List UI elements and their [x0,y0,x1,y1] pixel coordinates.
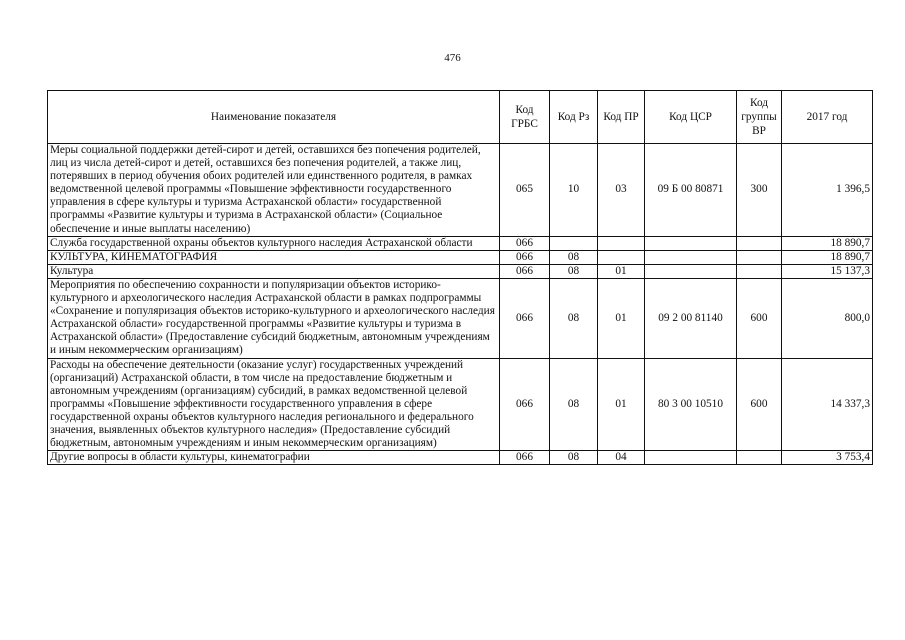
cell-name: Мероприятия по обеспечению сохранности и популяризации объектов историко-культурного и археологического наследия Астраханской области в рамках подпрограммы «Сохранение и популяризация объектов историко-культурного и археологического наследия Астраханской области» государственной программы «Развитие культуры и туризма в Астраханской области» (Предоставление субсидий бюджетным, автономным учреждениям и иным некоммерческим организациям) [48,278,500,358]
cell-pr [598,236,645,250]
table-row [48,144,873,237]
cell-csr: 80 3 00 10510 [645,358,737,451]
cell-name: Культура [48,264,500,278]
cell-csr [645,250,737,264]
cell-pr: 03 [598,144,645,237]
cell-csr: 09 2 00 81140 [645,278,737,358]
header-vr: Код группы ВР [737,91,782,144]
cell-amount: 15 137,3 [782,264,873,278]
cell-amount: 1 396,5 [782,144,873,237]
cell-amount: 3 753,4 [782,451,873,465]
cell-amount: 14 337,3 [782,358,873,451]
cell-name: Служба государственной охраны объектов культурного наследия Астраханской области [48,236,500,250]
cell-rz: 08 [550,278,598,358]
cell-grbs: 065 [500,144,550,237]
cell-name: Меры социальной поддержки детей-сирот и детей, оставшихся без попечения родителей, лиц из числа детей-сирот и детей, оставшихся без попечения родителей, а также лиц, потерявших в период обучения обоих родителей или единственного родителя, в рамках ведомственной целевой программы «Повышение эффективности государственного управления в сфере культуры и туризма Астраханской области» государственной программы «Развитие культуры и туризма в Астраханской области» (Социальное обеспечение и иные выплаты населению) [48,144,500,237]
cell-vr: 300 [737,144,782,237]
cell-rz: 08 [550,451,598,465]
cell-pr: 01 [598,358,645,451]
cell-grbs: 066 [500,264,550,278]
cell-grbs: 066 [500,278,550,358]
cell-amount: 18 890,7 [782,250,873,264]
cell-grbs: 066 [500,451,550,465]
cell-csr: 09 Б 00 80871 [645,144,737,237]
cell-csr [645,236,737,250]
cell-vr [737,250,782,264]
cell-grbs: 066 [500,250,550,264]
cell-amount: 18 890,7 [782,236,873,250]
table-row [48,264,873,278]
cell-pr: 01 [598,278,645,358]
header-name: Наименование показателя [48,91,500,144]
cell-rz: 08 [550,264,598,278]
cell-amount: 800,0 [782,278,873,358]
page-number: 476 [444,52,461,64]
cell-grbs: 066 [500,236,550,250]
header-grbs: Код ГРБС [500,91,550,144]
budget-table [47,90,873,465]
cell-name: Расходы на обеспечение деятельности (оказание услуг) государственных учреждений (организаций) Астраханской области, в том числе на предоставление бюджетным и автономным учреждениям (организациям) субсидий, в рамках ведомственной целевой программы «Повышение эффективности государственного управления в сфере государственной охраны объектов культурного наследия регионального и федерального значения, выявленных объектов культурного наследия» (Предоставление субсидий бюджетным, автономным учреждениям и иным некоммерческим организациям) [48,358,500,451]
cell-vr [737,451,782,465]
header-row [48,91,873,144]
cell-name: КУЛЬТУРА, КИНЕМАТОГРАФИЯ [48,250,500,264]
table-row [48,236,873,250]
cell-rz [550,236,598,250]
cell-pr [598,250,645,264]
cell-vr [737,236,782,250]
cell-csr [645,264,737,278]
cell-vr [737,264,782,278]
cell-rz: 08 [550,358,598,451]
header-rz: Код Рз [550,91,598,144]
table-row [48,451,873,465]
header-year: 2017 год [782,91,873,144]
table-row [48,278,873,358]
header-pr: Код ПР [598,91,645,144]
cell-vr: 600 [737,358,782,451]
table-row [48,250,873,264]
cell-csr [645,451,737,465]
cell-grbs: 066 [500,358,550,451]
cell-pr: 01 [598,264,645,278]
header-csr: Код ЦСР [645,91,737,144]
cell-name: Другие вопросы в области культуры, кинематографии [48,451,500,465]
cell-rz: 10 [550,144,598,237]
cell-pr: 04 [598,451,645,465]
cell-vr: 600 [737,278,782,358]
table-row [48,358,873,451]
cell-rz: 08 [550,250,598,264]
